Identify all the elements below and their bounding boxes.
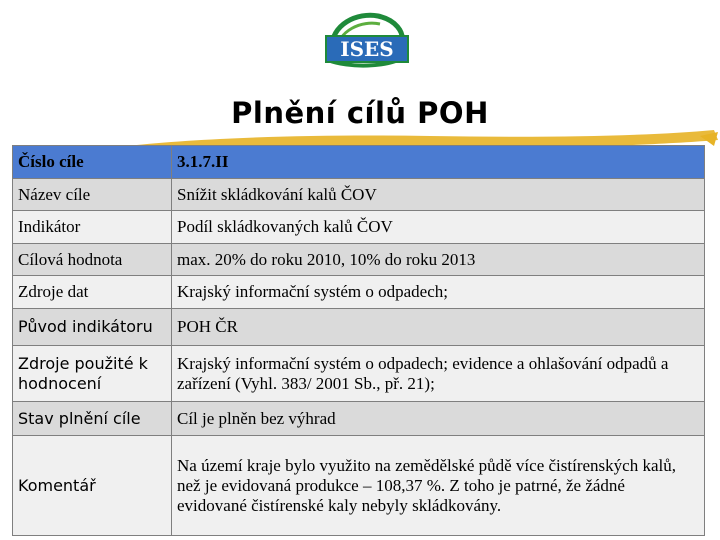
row-value: Podíl skládkovaných kalů ČOV — [172, 211, 705, 244]
goal-fulfilment-table — [12, 145, 705, 536]
ises-logo — [318, 10, 414, 76]
row-value: POH ČR — [172, 309, 705, 346]
row-value: Snížit skládkování kalů ČOV — [172, 179, 705, 211]
table-row-evaluation-sources — [13, 346, 705, 402]
table-row-goal-number — [13, 146, 705, 179]
row-label: Zdroje dat — [13, 276, 172, 309]
row-label: Indikátor — [13, 211, 172, 244]
row-label: Stav plnění cíle — [13, 402, 172, 436]
table-row-indicator — [13, 211, 705, 244]
row-label: Původ indikátoru — [13, 309, 172, 346]
row-label: Číslo cíle — [13, 146, 172, 179]
table-row-goal-name — [13, 179, 705, 211]
slide-title: Plnění cílů POH — [231, 96, 489, 130]
row-label: Komentář — [13, 436, 172, 536]
row-value: Na území kraje bylo využito na zemědělské půdě více čistírenských kalů, než je evidovaná produkce – 108,37 %. Z toho je patrné, že žádné evidované čistírenské kaly nebyly skládkovány. — [172, 436, 705, 536]
table-row-indicator-origin — [13, 309, 705, 346]
logo-text: ISES — [340, 37, 394, 61]
row-label: Cílová hodnota — [13, 244, 172, 276]
table-row-fulfilment-status — [13, 402, 705, 436]
table-row-comment — [13, 436, 705, 536]
row-value: Cíl je plněn bez výhrad — [172, 402, 705, 436]
row-value: Krajský informační systém o odpadech; — [172, 276, 705, 309]
row-value: Krajský informační systém o odpadech; evidence a ohlašování odpadů a zařízení (Vyhl. 383/ 2001 Sb., př. 21); — [172, 346, 705, 402]
table-row-data-sources — [13, 276, 705, 309]
row-label: Název cíle — [13, 179, 172, 211]
row-label: Zdroje použité k hodnocení — [13, 346, 172, 402]
table-row-target-value — [13, 244, 705, 276]
row-value: 3.1.7.II — [172, 146, 705, 179]
row-value: max. 20% do roku 2010, 10% do roku 2013 — [172, 244, 705, 276]
